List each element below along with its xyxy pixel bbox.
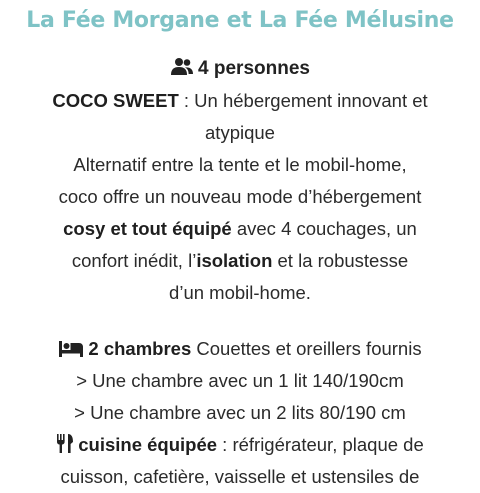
bedroom-2: > Une chambre avec un 2 lits 80/190 cm	[74, 402, 406, 423]
description-highlight-cosy: cosy et tout équipé	[63, 218, 232, 239]
description-line-1: Alternatif entre la tente et le mobil-home,	[73, 154, 407, 175]
section-gap	[0, 309, 480, 333]
users-icon	[170, 57, 194, 77]
description-line-3	[0, 213, 480, 245]
kitchen-line-2: cuisson, cafetière, vaisselle et ustensiles de	[60, 466, 420, 487]
description-line-2: coco offre un nouveau mode d’hébergement	[58, 186, 422, 207]
kitchen-label: cuisine équipée	[78, 434, 218, 455]
bedrooms-label: 2 chambres	[88, 338, 192, 359]
persons-label: 4 personnes	[198, 58, 310, 79]
kitchen-rest: : réfrigérateur, plaque de	[217, 434, 424, 455]
bedrooms-rest: Couettes et oreillers fournis	[191, 338, 422, 359]
bedrooms-line	[0, 333, 480, 365]
coco-name: COCO SWEET	[52, 90, 179, 111]
description-line-4-a: confort inédit, l’	[71, 250, 197, 271]
coco-tagline-cont: atypique	[205, 122, 275, 143]
bed-icon	[58, 340, 84, 358]
persons-line	[0, 53, 480, 85]
description-line-4-b: et la robustesse	[272, 250, 409, 271]
coco-line	[0, 85, 480, 117]
bedroom-1: > Une chambre avec un 1 lit 140/190cm	[76, 370, 404, 391]
description-line-5: d’un mobil-home.	[169, 282, 311, 303]
coco-tagline: : Un hébergement innovant et	[178, 90, 428, 111]
description-highlight-isolation: isolation	[196, 250, 273, 271]
kitchen-line	[0, 429, 480, 461]
description-line-3-rest: avec 4 couchages, un	[231, 218, 417, 239]
page-title: La Fée Morgane et La Fée Mélusine	[26, 8, 454, 33]
description-line-4	[0, 245, 480, 277]
utensils-icon	[56, 434, 74, 454]
